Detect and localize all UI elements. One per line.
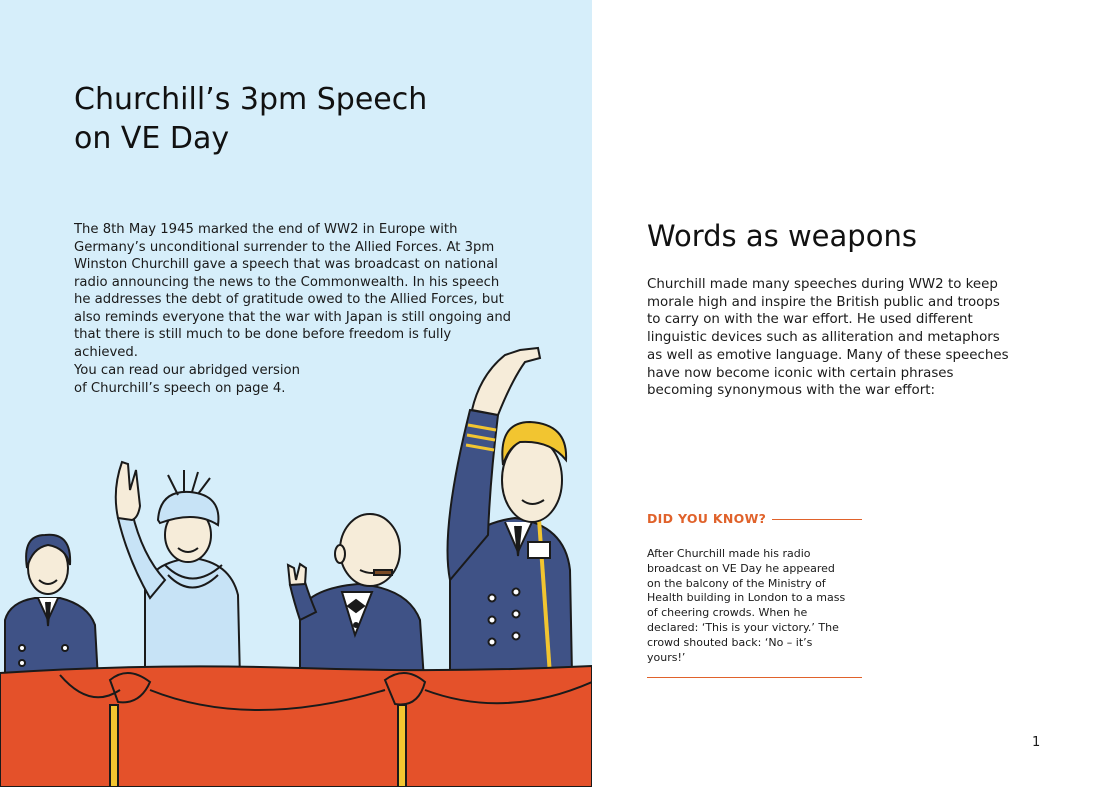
- woman-in-uniform-figure-icon: [5, 535, 98, 680]
- balcony-illustration: [0, 330, 592, 787]
- balcony-drape-icon: [0, 666, 592, 787]
- did-you-know-heading: DID YOU KNOW?: [647, 511, 767, 526]
- intro-paragraph: The 8th May 1945 marked the end of WW2 in Europe with Germany’s unconditional surrender to the Allied Forces. At 3pm Winston Churchill gave a speech that was broadcast on national radio announcing the news to the Commonwealth. In his speech he addresses the debt of gratitude owed to the Allied Forces, but also reminds everyone that the war with Japan is still ongoing and that there is still much to be done before freedom is fully achieved.: [74, 222, 512, 360]
- page-title: [74, 80, 494, 158]
- read-more-line-1: You can read our abridged version: [74, 363, 300, 378]
- churchill-figure-icon: [288, 514, 424, 680]
- title-line-1: Churchill’s 3pm Speech: [74, 82, 428, 117]
- page-number: 1: [1032, 735, 1041, 750]
- waving-king-figure-icon: [448, 348, 573, 675]
- did-you-know-top-rule: [772, 519, 862, 520]
- section-body: Churchill made many speeches during WW2 to keep morale high and inspire the British public and troops to carry on with the war effort. He used different linguistic devices such as alliteration and metaphors as well as emotive language. Many of these speeches have now become iconic with certain phrases becoming synonymous with the war effort:: [647, 277, 1009, 399]
- title-line-2: on VE Day: [74, 121, 230, 156]
- did-you-know-bottom-rule: [647, 677, 862, 678]
- waving-queen-figure-icon: [116, 462, 240, 680]
- right-page: [592, 0, 1117, 787]
- read-more-line-2: of Churchill’s speech on page 4.: [74, 380, 286, 396]
- section-title: Words as weapons: [647, 219, 917, 253]
- did-you-know-body: After Churchill made his radio broadcast on VE Day he appeared on the balcony of the Ministry of Health building in London to a mass of cheering crowds. When he declared: ‘This is your victory.’ The crowd shouted back: ‘No – it’s yours!’: [647, 547, 846, 664]
